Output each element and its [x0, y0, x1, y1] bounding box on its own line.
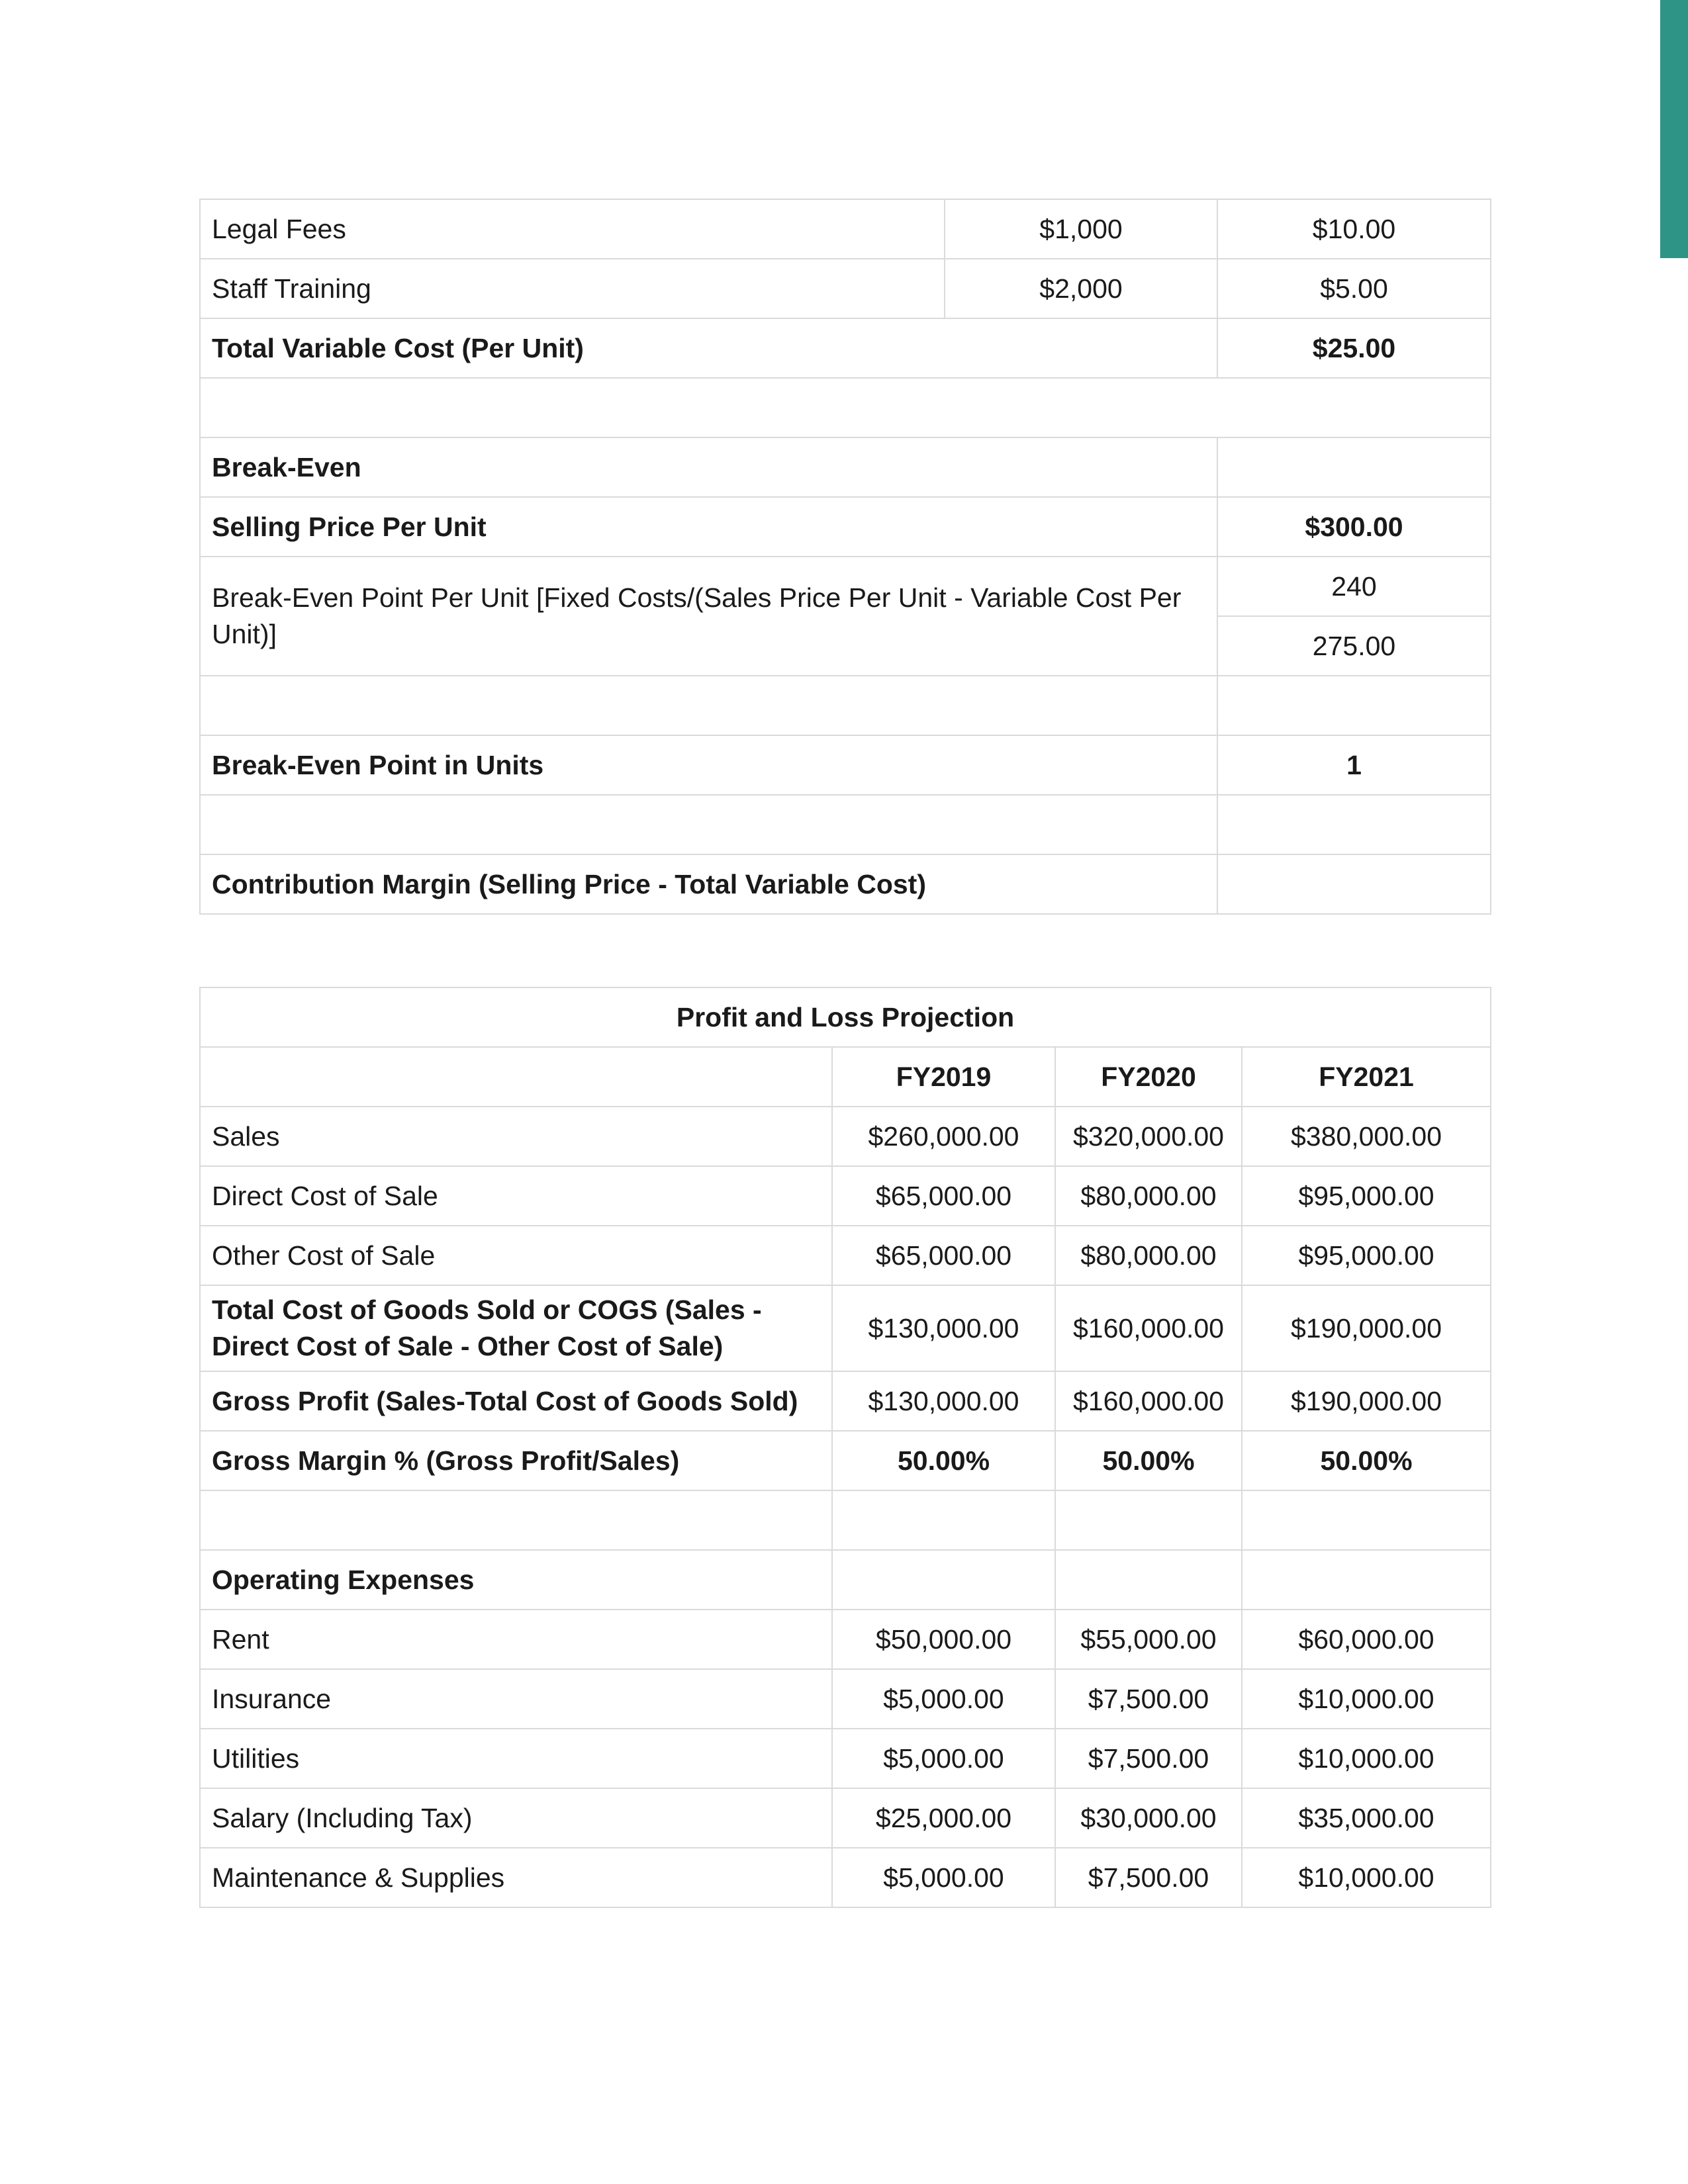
empty-cell: [1242, 1550, 1491, 1610]
bep-formula-label: Break-Even Point Per Unit [Fixed Costs/(Sales Price Per Unit - Variable Cost Per Unit)]: [200, 557, 1217, 676]
row-label: Gross Profit (Sales-Total Cost of Goods Sold): [200, 1371, 832, 1431]
row-value: $35,000.00: [1242, 1788, 1491, 1848]
table-row: [200, 1107, 1491, 1166]
row-per-unit: $5.00: [1217, 259, 1491, 318]
row-label: Gross Margin % (Gross Profit/Sales): [200, 1431, 832, 1490]
accent-bar: [1660, 0, 1688, 258]
empty-cell: [200, 676, 1217, 735]
row-value: $190,000.00: [1242, 1285, 1491, 1371]
table-row: [200, 1729, 1491, 1788]
row-value: $380,000.00: [1242, 1107, 1491, 1166]
row-value: $7,500.00: [1055, 1669, 1242, 1729]
row-value: $10,000.00: [1242, 1729, 1491, 1788]
total-variable-cost-value: $25.00: [1217, 318, 1491, 378]
row-value: $130,000.00: [832, 1371, 1055, 1431]
row-value: $55,000.00: [1055, 1610, 1242, 1669]
table-row: [200, 1788, 1491, 1848]
row-amount: $1,000: [945, 199, 1217, 259]
selling-price-value: $300.00: [1217, 497, 1491, 557]
empty-cell: [1242, 1490, 1491, 1550]
row-value: $80,000.00: [1055, 1226, 1242, 1285]
selling-price-row: [200, 497, 1491, 557]
row-label: Salary (Including Tax): [200, 1788, 832, 1848]
operating-heading-row: [200, 1550, 1491, 1610]
row-value: $5,000.00: [832, 1848, 1055, 1907]
profit-loss-table: [199, 987, 1491, 1908]
row-label: Direct Cost of Sale: [200, 1166, 832, 1226]
row-label: Staff Training: [200, 259, 945, 318]
row-value: 50.00%: [832, 1431, 1055, 1490]
row-value: $160,000.00: [1055, 1285, 1242, 1371]
empty-cell: [832, 1550, 1055, 1610]
row-value: $7,500.00: [1055, 1729, 1242, 1788]
total-variable-cost-label: Total Variable Cost (Per Unit): [200, 318, 1217, 378]
row-label: Sales: [200, 1107, 832, 1166]
row-value: $60,000.00: [1242, 1610, 1491, 1669]
row-value: 50.00%: [1055, 1431, 1242, 1490]
empty-cell: [200, 795, 1217, 854]
row-value: $65,000.00: [832, 1226, 1055, 1285]
row-value: $260,000.00: [832, 1107, 1055, 1166]
table-row: [200, 1371, 1491, 1431]
spacer-row: [200, 378, 1491, 437]
table-row: [200, 1848, 1491, 1907]
bep-units-label: Break-Even Point in Units: [200, 735, 1217, 795]
bep-formula-row: [200, 557, 1491, 616]
row-value: $10,000.00: [1242, 1669, 1491, 1729]
row-value: $25,000.00: [832, 1788, 1055, 1848]
empty-cell: [1217, 676, 1491, 735]
row-value: $95,000.00: [1242, 1226, 1491, 1285]
row-label: Legal Fees: [200, 199, 945, 259]
operating-expenses-heading: Operating Expenses: [200, 1550, 832, 1610]
table-row: [200, 1431, 1491, 1490]
contribution-margin-row: [200, 854, 1491, 914]
selling-price-label: Selling Price Per Unit: [200, 497, 1217, 557]
year-header: FY2021: [1242, 1047, 1491, 1107]
table-row: [200, 1669, 1491, 1729]
spacer-row: [200, 795, 1491, 854]
row-value: $7,500.00: [1055, 1848, 1242, 1907]
empty-cell: [200, 1490, 832, 1550]
empty-cell: [200, 378, 1491, 437]
year-header-row: [200, 1047, 1491, 1107]
row-amount: $2,000: [945, 259, 1217, 318]
spacer-row: [200, 676, 1491, 735]
row-label: Other Cost of Sale: [200, 1226, 832, 1285]
row-value: $50,000.00: [832, 1610, 1055, 1669]
bep-value: 240: [1217, 557, 1491, 616]
bep-units-row: [200, 735, 1491, 795]
row-label: Insurance: [200, 1669, 832, 1729]
table-row: [200, 1226, 1491, 1285]
row-per-unit: $10.00: [1217, 199, 1491, 259]
row-label: Rent: [200, 1610, 832, 1669]
row-value: 50.00%: [1242, 1431, 1491, 1490]
spacer-row: [200, 1490, 1491, 1550]
table-row: [200, 259, 1491, 318]
break-even-heading: Break-Even: [200, 437, 1217, 497]
empty-cell: [832, 1490, 1055, 1550]
empty-cell: [1217, 795, 1491, 854]
row-label: Total Cost of Goods Sold or COGS (Sales - Direct Cost of Sale - Other Cost of Sale): [200, 1285, 832, 1371]
row-label: Utilities: [200, 1729, 832, 1788]
row-value: $10,000.00: [1242, 1848, 1491, 1907]
row-value: $5,000.00: [832, 1729, 1055, 1788]
row-value: $320,000.00: [1055, 1107, 1242, 1166]
row-value: $95,000.00: [1242, 1166, 1491, 1226]
table-row: [200, 1166, 1491, 1226]
row-value: $80,000.00: [1055, 1166, 1242, 1226]
row-value: $30,000.00: [1055, 1788, 1242, 1848]
table-row: [200, 199, 1491, 259]
table-row: [200, 1285, 1491, 1371]
row-value: $5,000.00: [832, 1669, 1055, 1729]
empty-cell: [1217, 437, 1491, 497]
bep-value: 275.00: [1217, 616, 1491, 676]
empty-cell: [1055, 1490, 1242, 1550]
contribution-margin-label: Contribution Margin (Selling Price - Total Variable Cost): [200, 854, 1217, 914]
table-row: [200, 1610, 1491, 1669]
bep-units-value: 1: [1217, 735, 1491, 795]
empty-cell: [200, 1047, 832, 1107]
variable-cost-table: [199, 199, 1491, 915]
year-header: FY2019: [832, 1047, 1055, 1107]
empty-cell: [1055, 1550, 1242, 1610]
contribution-margin-value: [1217, 854, 1491, 914]
year-header: FY2020: [1055, 1047, 1242, 1107]
break-even-heading-row: [200, 437, 1491, 497]
table-title: Profit and Loss Projection: [200, 987, 1491, 1047]
row-value: $130,000.00: [832, 1285, 1055, 1371]
row-value: $190,000.00: [1242, 1371, 1491, 1431]
row-value: $65,000.00: [832, 1166, 1055, 1226]
row-value: $160,000.00: [1055, 1371, 1242, 1431]
row-label: Maintenance & Supplies: [200, 1848, 832, 1907]
title-row: [200, 987, 1491, 1047]
total-variable-cost-row: [200, 318, 1491, 378]
